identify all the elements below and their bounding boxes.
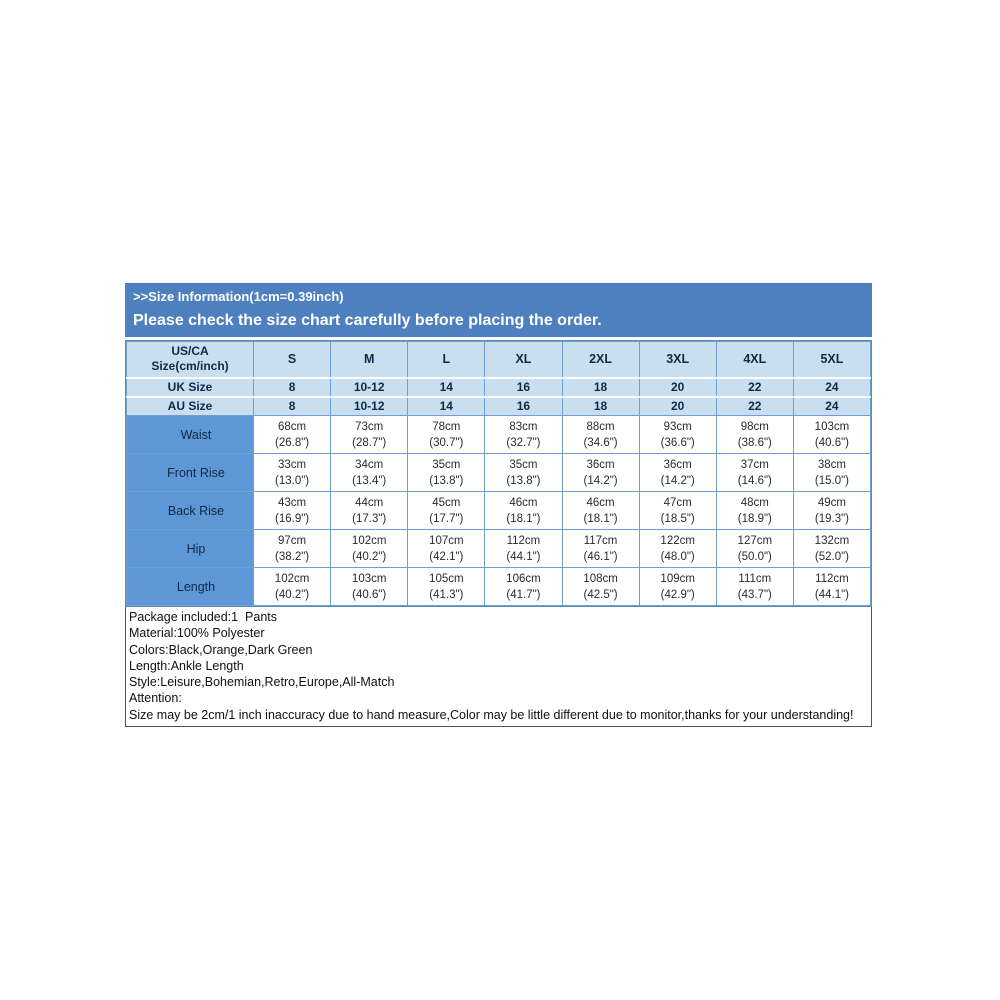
inch-value: (18.1") — [583, 512, 618, 525]
inch-value: (13.4") — [352, 474, 387, 487]
inch-value: (19.3") — [814, 512, 849, 525]
cm-value: 36cm — [663, 458, 692, 471]
measurement-value — [331, 416, 408, 454]
measurement-row — [127, 568, 871, 606]
uk-size-label: UK Size — [127, 378, 254, 397]
measurement-value — [485, 568, 562, 606]
cm-value: 97cm — [278, 534, 307, 547]
au-size-value: 24 — [793, 397, 870, 416]
inch-value: (44.1") — [506, 550, 541, 563]
measurement-value — [331, 530, 408, 568]
product-detail-line: Package included:1 Pants — [129, 610, 278, 624]
au-size-value: 20 — [639, 397, 716, 416]
size-column-header: 2XL — [562, 342, 639, 378]
cm-value: 103cm — [351, 572, 387, 585]
measurement-value — [562, 454, 639, 492]
inch-value: (50.0") — [737, 550, 772, 563]
measurement-value — [408, 568, 485, 606]
product-detail-line: Material:100% Polyester — [129, 626, 265, 641]
cm-value: 103cm — [814, 420, 850, 433]
product-detail-line: Style:Leisure,Bohemian,Retro,Europe,All-Match — [129, 675, 395, 690]
cm-value: 34cm — [355, 458, 384, 471]
cm-value: 132cm — [814, 534, 850, 547]
inch-value: (18.1") — [506, 512, 541, 525]
inch-value: (15.0") — [814, 474, 849, 487]
au-size-value: 10-12 — [331, 397, 408, 416]
cm-value: 88cm — [586, 420, 615, 433]
product-detail-line: Colors:Black,Orange,Dark Green — [129, 642, 313, 657]
measurement-label: Front Rise — [127, 454, 254, 492]
size-column-header: S — [254, 342, 331, 378]
inch-value: (38.6") — [737, 436, 772, 449]
inch-value: (13.8") — [506, 474, 541, 487]
inch-value: (44.1") — [814, 588, 849, 601]
measurement-value — [716, 416, 793, 454]
inch-value: (18.5") — [660, 512, 695, 525]
measurement-value — [793, 492, 870, 530]
measurement-row — [127, 454, 871, 492]
cm-value: 102cm — [351, 534, 387, 547]
cm-value: 37cm — [740, 458, 769, 471]
au-size-value: 18 — [562, 397, 639, 416]
au-size-value: 16 — [485, 397, 562, 416]
measurement-value — [331, 568, 408, 606]
cm-value: 102cm — [274, 572, 310, 585]
inch-value: (13.8") — [429, 474, 464, 487]
inch-value: (52.0") — [814, 550, 849, 563]
cm-value: 68cm — [278, 420, 307, 433]
product-detail-line: Length:Ankle Length — [129, 658, 244, 673]
inch-value: (34.6") — [583, 436, 618, 449]
measurement-value — [793, 454, 870, 492]
cm-value: 83cm — [509, 420, 538, 433]
measurement-value — [254, 454, 331, 492]
inch-value: (17.3") — [352, 512, 387, 525]
product-detail-line: Size may be 2cm/1 inch inaccuracy due to hand measure,Color may be little different due to monitor,thanks for your understanding! — [129, 707, 854, 722]
cm-value: 73cm — [355, 420, 384, 433]
inch-value: (41.3") — [429, 588, 464, 601]
cm-value: 33cm — [278, 458, 307, 471]
cm-value: 127cm — [737, 534, 773, 547]
measurement-row — [127, 416, 871, 454]
measurement-value — [254, 530, 331, 568]
measurement-value — [793, 530, 870, 568]
inch-value: (40.2") — [275, 588, 310, 601]
measurement-value — [254, 416, 331, 454]
size-column-header: 5XL — [793, 342, 870, 378]
measurement-value — [716, 530, 793, 568]
measurement-value — [639, 568, 716, 606]
cm-value: 35cm — [509, 458, 538, 471]
inch-value: (16.9") — [275, 512, 310, 525]
au-size-row — [127, 397, 871, 416]
inch-value: (42.5") — [583, 588, 618, 601]
corner-header — [127, 342, 254, 378]
cm-value: 43cm — [278, 496, 307, 509]
inch-value: (40.6") — [814, 436, 849, 449]
cm-value: 108cm — [583, 572, 618, 585]
measurement-value — [485, 492, 562, 530]
uk-size-value: 10-12 — [331, 378, 408, 397]
inch-value: (13.0") — [275, 474, 310, 487]
measurement-label: Waist — [127, 416, 254, 454]
inch-value: (41.7") — [506, 588, 541, 601]
inch-value: (42.9") — [660, 588, 695, 601]
measurement-value — [716, 454, 793, 492]
size-chart — [125, 340, 872, 607]
inch-value: (14.6") — [737, 474, 772, 487]
measurement-label: Hip — [127, 530, 254, 568]
cm-value: 46cm — [509, 496, 538, 509]
size-column-header: L — [408, 342, 485, 378]
cm-value: 98cm — [740, 420, 769, 433]
cm-value: 78cm — [432, 420, 461, 433]
cm-value: 117cm — [583, 534, 618, 547]
corner-header-line2: Size(cm/inch) — [151, 359, 229, 374]
measurement-value — [254, 492, 331, 530]
au-size-value: 22 — [716, 397, 793, 416]
inch-value: (43.7") — [737, 588, 772, 601]
measurement-label: Length — [127, 568, 254, 606]
measurement-value — [408, 530, 485, 568]
measurement-value — [408, 454, 485, 492]
inch-value: (42.1") — [429, 550, 464, 563]
product-details-box — [125, 607, 872, 727]
uk-size-value: 22 — [716, 378, 793, 397]
inch-value: (40.6") — [352, 588, 387, 601]
size-header-row — [127, 342, 871, 378]
measurement-row — [127, 530, 871, 568]
cm-value: 44cm — [355, 496, 384, 509]
measurement-value — [716, 492, 793, 530]
measurement-value — [562, 530, 639, 568]
measurement-value — [562, 416, 639, 454]
uk-size-value: 20 — [639, 378, 716, 397]
measurement-value — [639, 454, 716, 492]
measurement-label: Back Rise — [127, 492, 254, 530]
size-information-panel — [125, 283, 872, 727]
inch-value: (38.2") — [275, 550, 310, 563]
inch-value: (48.0") — [660, 550, 695, 563]
uk-size-value: 24 — [793, 378, 870, 397]
inch-value: (40.2") — [352, 550, 387, 563]
measurement-value — [716, 568, 793, 606]
cm-value: 105cm — [429, 572, 464, 585]
measurement-value — [793, 416, 870, 454]
cm-value: 112cm — [815, 572, 849, 585]
measurement-value — [562, 568, 639, 606]
cm-value: 47cm — [663, 496, 692, 509]
product-detail-line: Attention: — [129, 691, 182, 706]
uk-size-row — [127, 378, 871, 397]
size-column-header: 4XL — [716, 342, 793, 378]
cm-value: 35cm — [432, 458, 461, 471]
measurement-value — [639, 416, 716, 454]
cm-value: 107cm — [429, 534, 464, 547]
inch-value: (32.7") — [506, 436, 541, 449]
measurement-value — [562, 492, 639, 530]
measurement-value — [485, 416, 562, 454]
cm-value: 109cm — [660, 572, 695, 585]
inch-value: (26.8") — [275, 436, 310, 449]
inch-value: (46.1") — [583, 550, 618, 563]
size-column-header: 3XL — [639, 342, 716, 378]
measurement-value — [331, 454, 408, 492]
inch-value: (14.2") — [660, 474, 695, 487]
au-size-label: AU Size — [127, 397, 254, 416]
cm-value: 38cm — [817, 458, 846, 471]
cm-value: 111cm — [738, 572, 772, 585]
measurement-value — [639, 530, 716, 568]
cm-value: 122cm — [660, 534, 695, 547]
uk-size-value: 16 — [485, 378, 562, 397]
size-column-header: M — [331, 342, 408, 378]
cm-value: 106cm — [506, 572, 541, 585]
measurement-value — [408, 416, 485, 454]
size-info-banner — [125, 283, 872, 337]
au-size-value: 8 — [254, 397, 331, 416]
au-size-value: 14 — [408, 397, 485, 416]
inch-value: (30.7") — [429, 436, 464, 449]
inch-value: (36.6") — [660, 436, 695, 449]
banner-title: >>Size Information(1cm=0.39inch) — [133, 289, 344, 304]
measurement-value — [331, 492, 408, 530]
measurement-value — [485, 530, 562, 568]
cm-value: 36cm — [586, 458, 615, 471]
inch-value: (17.7") — [429, 512, 464, 525]
measurement-value — [485, 454, 562, 492]
measurement-row — [127, 492, 871, 530]
size-chart-table — [126, 341, 871, 606]
cm-value: 93cm — [663, 420, 692, 433]
cm-value: 112cm — [506, 534, 541, 547]
uk-size-value: 14 — [408, 378, 485, 397]
inch-value: (14.2") — [583, 474, 618, 487]
inch-value: (28.7") — [352, 436, 387, 449]
measurement-value — [793, 568, 870, 606]
inch-value: (18.9") — [737, 512, 772, 525]
uk-size-value: 18 — [562, 378, 639, 397]
cm-value: 48cm — [740, 496, 769, 509]
cm-value: 46cm — [586, 496, 615, 509]
uk-size-value: 8 — [254, 378, 331, 397]
measurement-value — [408, 492, 485, 530]
cm-value: 49cm — [817, 496, 846, 509]
corner-header-line1: US/CA — [171, 344, 209, 359]
measurement-value — [254, 568, 331, 606]
size-column-header: XL — [485, 342, 562, 378]
measurement-value — [639, 492, 716, 530]
cm-value: 45cm — [432, 496, 461, 509]
banner-subtitle: Please check the size chart carefully before placing the order. — [133, 312, 602, 329]
